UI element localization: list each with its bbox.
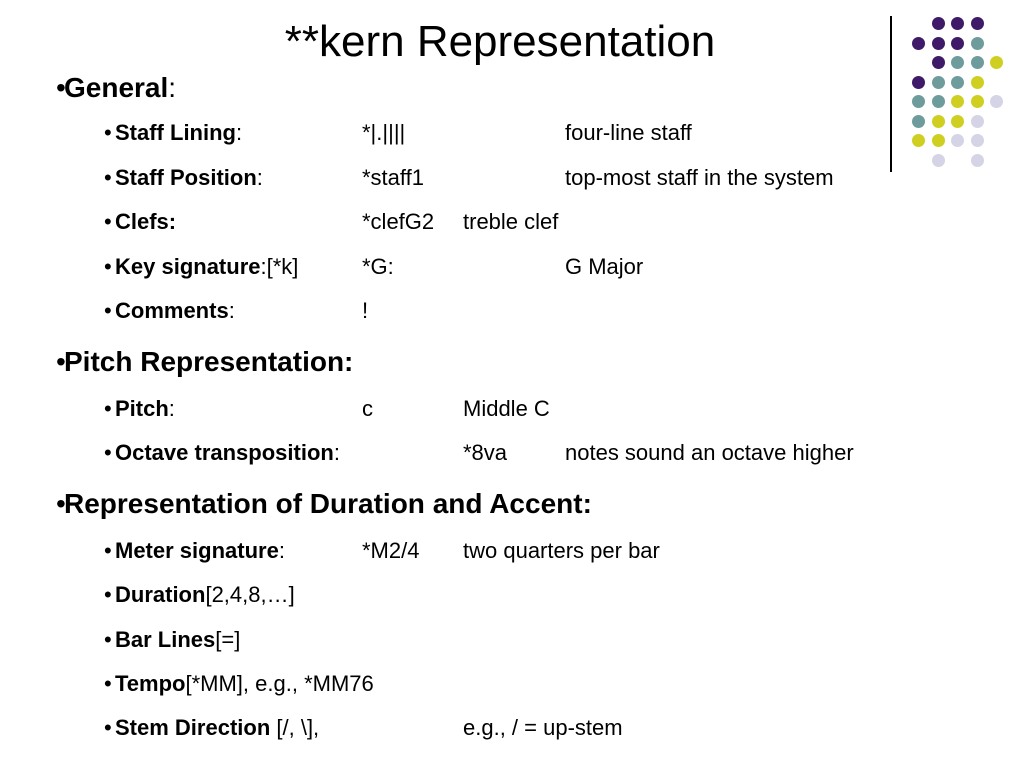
row-label: Stem Direction — [115, 715, 271, 740]
row-description: e.g., / = up-stem — [463, 715, 623, 740]
row-label: Duration — [115, 582, 206, 607]
row-label: Tempo — [115, 671, 186, 696]
decorative-dot — [971, 76, 984, 89]
decorative-dot — [932, 154, 945, 167]
row-label: Clefs: — [115, 209, 177, 234]
row-label: Pitch — [115, 396, 169, 421]
decorative-dot — [971, 134, 984, 147]
row-code: c — [362, 396, 373, 421]
section-heading-pitch: Pitch Representation: — [64, 346, 354, 377]
decorative-dot — [932, 95, 945, 108]
row-code: *M2/4 — [362, 538, 420, 563]
decorative-dot — [912, 95, 925, 108]
row-description: treble clef — [463, 209, 559, 234]
decorative-dot — [912, 76, 925, 89]
slide-title: **kern Representation — [284, 17, 716, 66]
decorative-dot — [912, 134, 925, 147]
row-code: *8va — [463, 440, 508, 465]
row-label: Bar Lines — [115, 627, 216, 652]
row-label: Comments — [115, 298, 229, 323]
row-description: G Major — [565, 254, 644, 279]
decorative-dot — [971, 95, 984, 108]
decorative-dot — [912, 115, 925, 128]
row-label: Staff Lining — [115, 120, 236, 145]
decorative-dot — [932, 76, 945, 89]
row-description: Middle C — [463, 396, 550, 421]
decorative-dot — [932, 134, 945, 147]
row-description: top-most staff in the system — [565, 165, 834, 190]
decorative-dot — [951, 134, 964, 147]
row-code: ! — [362, 298, 369, 323]
title-divider-line — [890, 16, 892, 172]
row-code: *staff1 — [362, 165, 424, 190]
decorative-dot — [932, 115, 945, 128]
section-heading-duration: Representation of Duration and Accent: — [64, 488, 592, 519]
decorative-dot — [951, 95, 964, 108]
row-code: *|.|||| — [362, 120, 406, 145]
row-code: *G: — [362, 254, 394, 279]
row-description: four-line staff — [565, 120, 692, 145]
decorative-dot — [971, 115, 984, 128]
section-heading-general: General — [64, 72, 169, 103]
decorative-dot — [990, 95, 1003, 108]
row-label: Meter signature — [115, 538, 279, 563]
decorative-dot — [971, 154, 984, 167]
decorative-dot — [951, 76, 964, 89]
row-label: Octave transposition — [115, 440, 334, 465]
row-label: Staff Position — [115, 165, 257, 190]
row-label: Key signature — [115, 254, 261, 279]
row-description: two quarters per bar — [463, 538, 660, 563]
row-code: *clefG2 — [362, 209, 435, 234]
row-description: notes sound an octave higher — [565, 440, 854, 465]
bullet: • — [56, 72, 66, 103]
decorative-dot — [951, 115, 964, 128]
